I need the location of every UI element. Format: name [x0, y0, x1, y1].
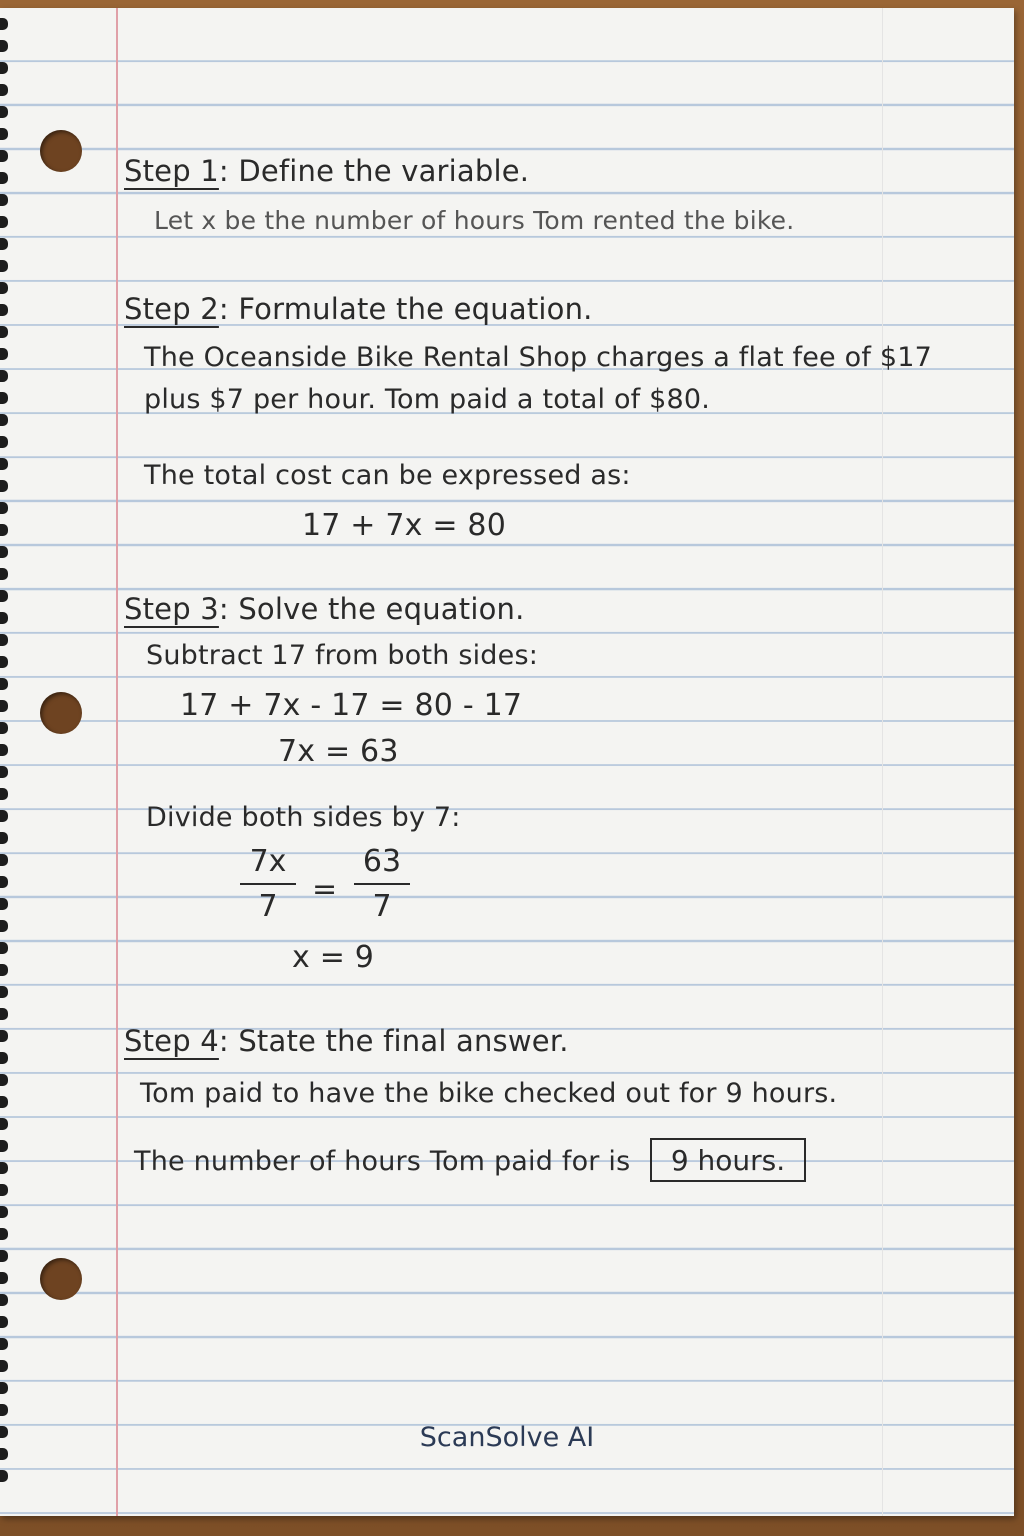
spiral-coil — [0, 282, 8, 294]
step1-heading — [124, 154, 529, 188]
spiral-coil — [0, 392, 8, 404]
spiral-coil — [0, 634, 8, 646]
spiral-coil — [0, 700, 8, 712]
spiral-coil — [0, 1096, 8, 1108]
spiral-coil — [0, 1250, 8, 1262]
step4-heading — [124, 1024, 569, 1058]
spiral-coil — [0, 986, 8, 998]
spiral-coil — [0, 568, 8, 580]
step1-label: Step 1 — [124, 154, 219, 188]
step3-heading — [124, 592, 525, 626]
final-answer: 9 hours. — [670, 1143, 786, 1177]
spiral-coil — [0, 1470, 8, 1482]
spiral-coil — [0, 326, 8, 338]
step2-heading — [124, 292, 593, 326]
fraction-right-numerator: 63 — [362, 844, 402, 879]
spiral-coil — [0, 744, 8, 756]
spiral-coil — [0, 656, 8, 668]
step2-line3: The total cost can be expressed as: — [144, 460, 631, 491]
spiral-coil — [0, 436, 8, 448]
notebook-page — [0, 8, 1014, 1516]
spiral-coil — [0, 722, 8, 734]
step2-label: Step 2 — [124, 292, 219, 326]
spiral-coil — [0, 876, 8, 888]
fraction-right — [354, 844, 410, 924]
step1-text: Let x be the number of hours Tom rented the bike. — [154, 206, 795, 235]
spiral-coil — [0, 414, 8, 426]
step4-line2: The number of hours Tom paid for is — [134, 1146, 631, 1177]
footer-brand: ScanSolve AI — [419, 1422, 595, 1453]
spiral-coil — [0, 480, 8, 492]
spiral-coil — [0, 1404, 8, 1416]
spiral-coil — [0, 502, 8, 514]
fraction-right-bar — [354, 883, 410, 885]
spiral-coil — [0, 810, 8, 822]
step3-label: Step 3 — [124, 592, 219, 626]
step3-result: x = 9 — [292, 940, 375, 975]
step2-colon: : — [218, 292, 229, 326]
spiral-coil — [0, 678, 8, 690]
margin-line — [116, 8, 118, 1516]
step4-line1: Tom paid to have the bike checked out for 9 hours. — [140, 1078, 838, 1109]
spiral-coil — [0, 40, 8, 52]
step3-title: Solve the equation. — [238, 592, 525, 626]
step2-equation: 17 + 7x = 80 — [302, 508, 507, 543]
fraction-left-denominator: 7 — [258, 889, 278, 924]
spiral-coil — [0, 546, 8, 558]
fraction-left-numerator: 7x — [249, 844, 287, 879]
step2-title: Formulate the equation. — [238, 292, 593, 326]
spiral-coil — [0, 1382, 8, 1394]
step4-colon: : — [218, 1024, 229, 1058]
step3-equation-1: 17 + 7x - 17 = 80 - 17 — [180, 688, 523, 723]
spiral-binding — [0, 18, 10, 1508]
spiral-coil — [0, 128, 8, 140]
spiral-coil — [0, 238, 8, 250]
spiral-coil — [0, 788, 8, 800]
spiral-coil — [0, 18, 8, 30]
step3-equation-2: 7x = 63 — [278, 734, 399, 769]
spiral-coil — [0, 964, 8, 976]
fraction-right-denominator: 7 — [372, 889, 392, 924]
spiral-coil — [0, 1338, 8, 1350]
step3-divide-text: Divide both sides by 7: — [146, 802, 461, 833]
spiral-coil — [0, 348, 8, 360]
spiral-coil — [0, 1360, 8, 1372]
spiral-coil — [0, 1140, 8, 1152]
spiral-coil — [0, 172, 8, 184]
spiral-coil — [0, 1184, 8, 1196]
right-margin-line — [882, 8, 883, 1516]
punch-hole-top — [40, 130, 82, 172]
spiral-coil — [0, 612, 8, 624]
spiral-coil — [0, 1118, 8, 1130]
step3-colon: : — [218, 592, 229, 626]
fraction-left — [240, 844, 296, 924]
spiral-coil — [0, 920, 8, 932]
final-answer-box — [650, 1138, 806, 1182]
step4-label: Step 4 — [124, 1024, 219, 1058]
fraction-equals: = — [312, 872, 338, 907]
step2-line1: The Oceanside Bike Rental Shop charges a flat fee of $17 — [144, 342, 932, 373]
step3-subtract-text: Subtract 17 from both sides: — [146, 640, 539, 671]
spiral-coil — [0, 1052, 8, 1064]
spiral-coil — [0, 458, 8, 470]
spiral-coil — [0, 898, 8, 910]
spiral-coil — [0, 106, 8, 118]
step1-colon: : — [218, 154, 229, 188]
punch-hole-bottom — [40, 1258, 82, 1300]
spiral-coil — [0, 216, 8, 228]
spiral-coil — [0, 832, 8, 844]
spiral-coil — [0, 1294, 8, 1306]
spiral-coil — [0, 1008, 8, 1020]
spiral-coil — [0, 370, 8, 382]
spiral-coil — [0, 854, 8, 866]
spiral-coil — [0, 1030, 8, 1042]
spiral-coil — [0, 766, 8, 778]
punch-hole-middle — [40, 692, 82, 734]
spiral-coil — [0, 84, 8, 96]
spiral-coil — [0, 260, 8, 272]
step4-title: State the final answer. — [238, 1024, 569, 1058]
spiral-coil — [0, 1272, 8, 1284]
step2-line2: plus $7 per hour. Tom paid a total of $80. — [144, 384, 711, 415]
spiral-coil — [0, 524, 8, 536]
spiral-coil — [0, 590, 8, 602]
spiral-coil — [0, 942, 8, 954]
spiral-coil — [0, 1228, 8, 1240]
spiral-coil — [0, 1162, 8, 1174]
spiral-coil — [0, 1206, 8, 1218]
fraction-left-bar — [240, 883, 296, 885]
spiral-coil — [0, 1074, 8, 1086]
spiral-coil — [0, 1316, 8, 1328]
spiral-coil — [0, 194, 8, 206]
spiral-coil — [0, 62, 8, 74]
spiral-coil — [0, 304, 8, 316]
step1-title: Define the variable. — [238, 154, 530, 188]
spiral-coil — [0, 150, 8, 162]
